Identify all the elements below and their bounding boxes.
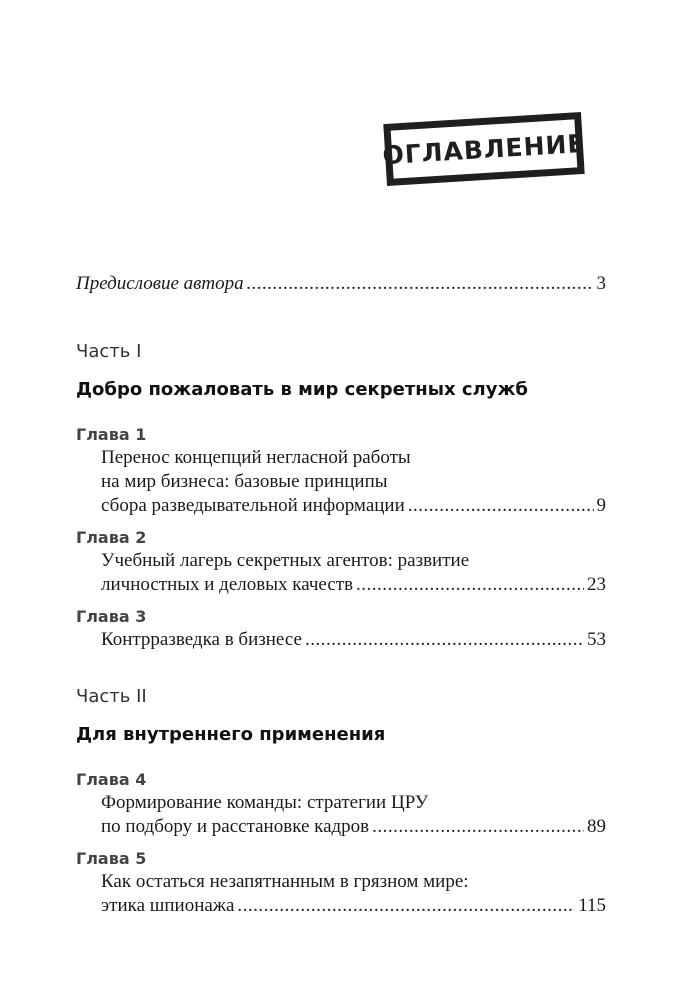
part-label: Часть II <box>76 686 147 707</box>
part-title: Для внутреннего применения <box>76 724 386 745</box>
part-title: Добро пожаловать в мир секретных служб <box>76 379 528 400</box>
contents-stamp: ОГЛАВЛЕНИЕ <box>383 112 584 186</box>
page-number: 89 <box>587 816 606 837</box>
chapter-title-line: Перенос концепций негласной работы <box>101 447 411 468</box>
dot-leader <box>247 272 594 296</box>
entry-title: по подбору и расстановке кадров <box>101 816 370 837</box>
dot-leader <box>237 894 575 918</box>
page-number: 115 <box>578 895 606 916</box>
chapter-title-line: Формирование команды: стратегии ЦРУ <box>101 792 429 813</box>
toc-entry-preface[interactable] <box>76 272 606 296</box>
chapter-label: Глава 1 <box>76 425 147 444</box>
chapter-label: Глава 3 <box>76 607 147 626</box>
chapter-title-line: на мир бизнеса: базовые принципы <box>101 471 388 492</box>
dot-leader <box>356 573 584 597</box>
chapter-label: Глава 2 <box>76 528 147 547</box>
entry-title: личностных и деловых качеств <box>101 574 354 595</box>
chapter-label: Глава 5 <box>76 849 147 868</box>
chapter-title-line: Как остаться незапятнанным в грязном мире: <box>101 871 469 892</box>
toc-entry-chapter-2[interactable] <box>76 573 606 597</box>
dot-leader <box>408 494 594 518</box>
entry-title: Предисловие автора <box>76 273 244 294</box>
part-label: Часть I <box>76 341 142 362</box>
dot-leader <box>305 628 584 652</box>
chapter-label: Глава 4 <box>76 770 147 789</box>
toc-entry-chapter-5[interactable] <box>76 894 606 918</box>
page-number: 23 <box>587 574 606 595</box>
table-of-contents <box>76 268 606 918</box>
chapter-title-line: Учебный лагерь секретных агентов: развитие <box>101 550 470 571</box>
page-number: 53 <box>587 629 606 650</box>
page-number: 3 <box>596 273 606 294</box>
toc-entry-chapter-4[interactable] <box>76 815 606 839</box>
toc-entry-chapter-1[interactable] <box>76 494 606 518</box>
toc-entry-chapter-3[interactable] <box>76 628 606 652</box>
entry-title: этика шпионажа <box>101 895 235 916</box>
page-number: 9 <box>596 495 606 516</box>
dot-leader <box>372 815 584 839</box>
entry-title: сбора разведывательной информации <box>101 495 405 516</box>
entry-title: Контрразведка в бизнесе <box>101 629 302 650</box>
